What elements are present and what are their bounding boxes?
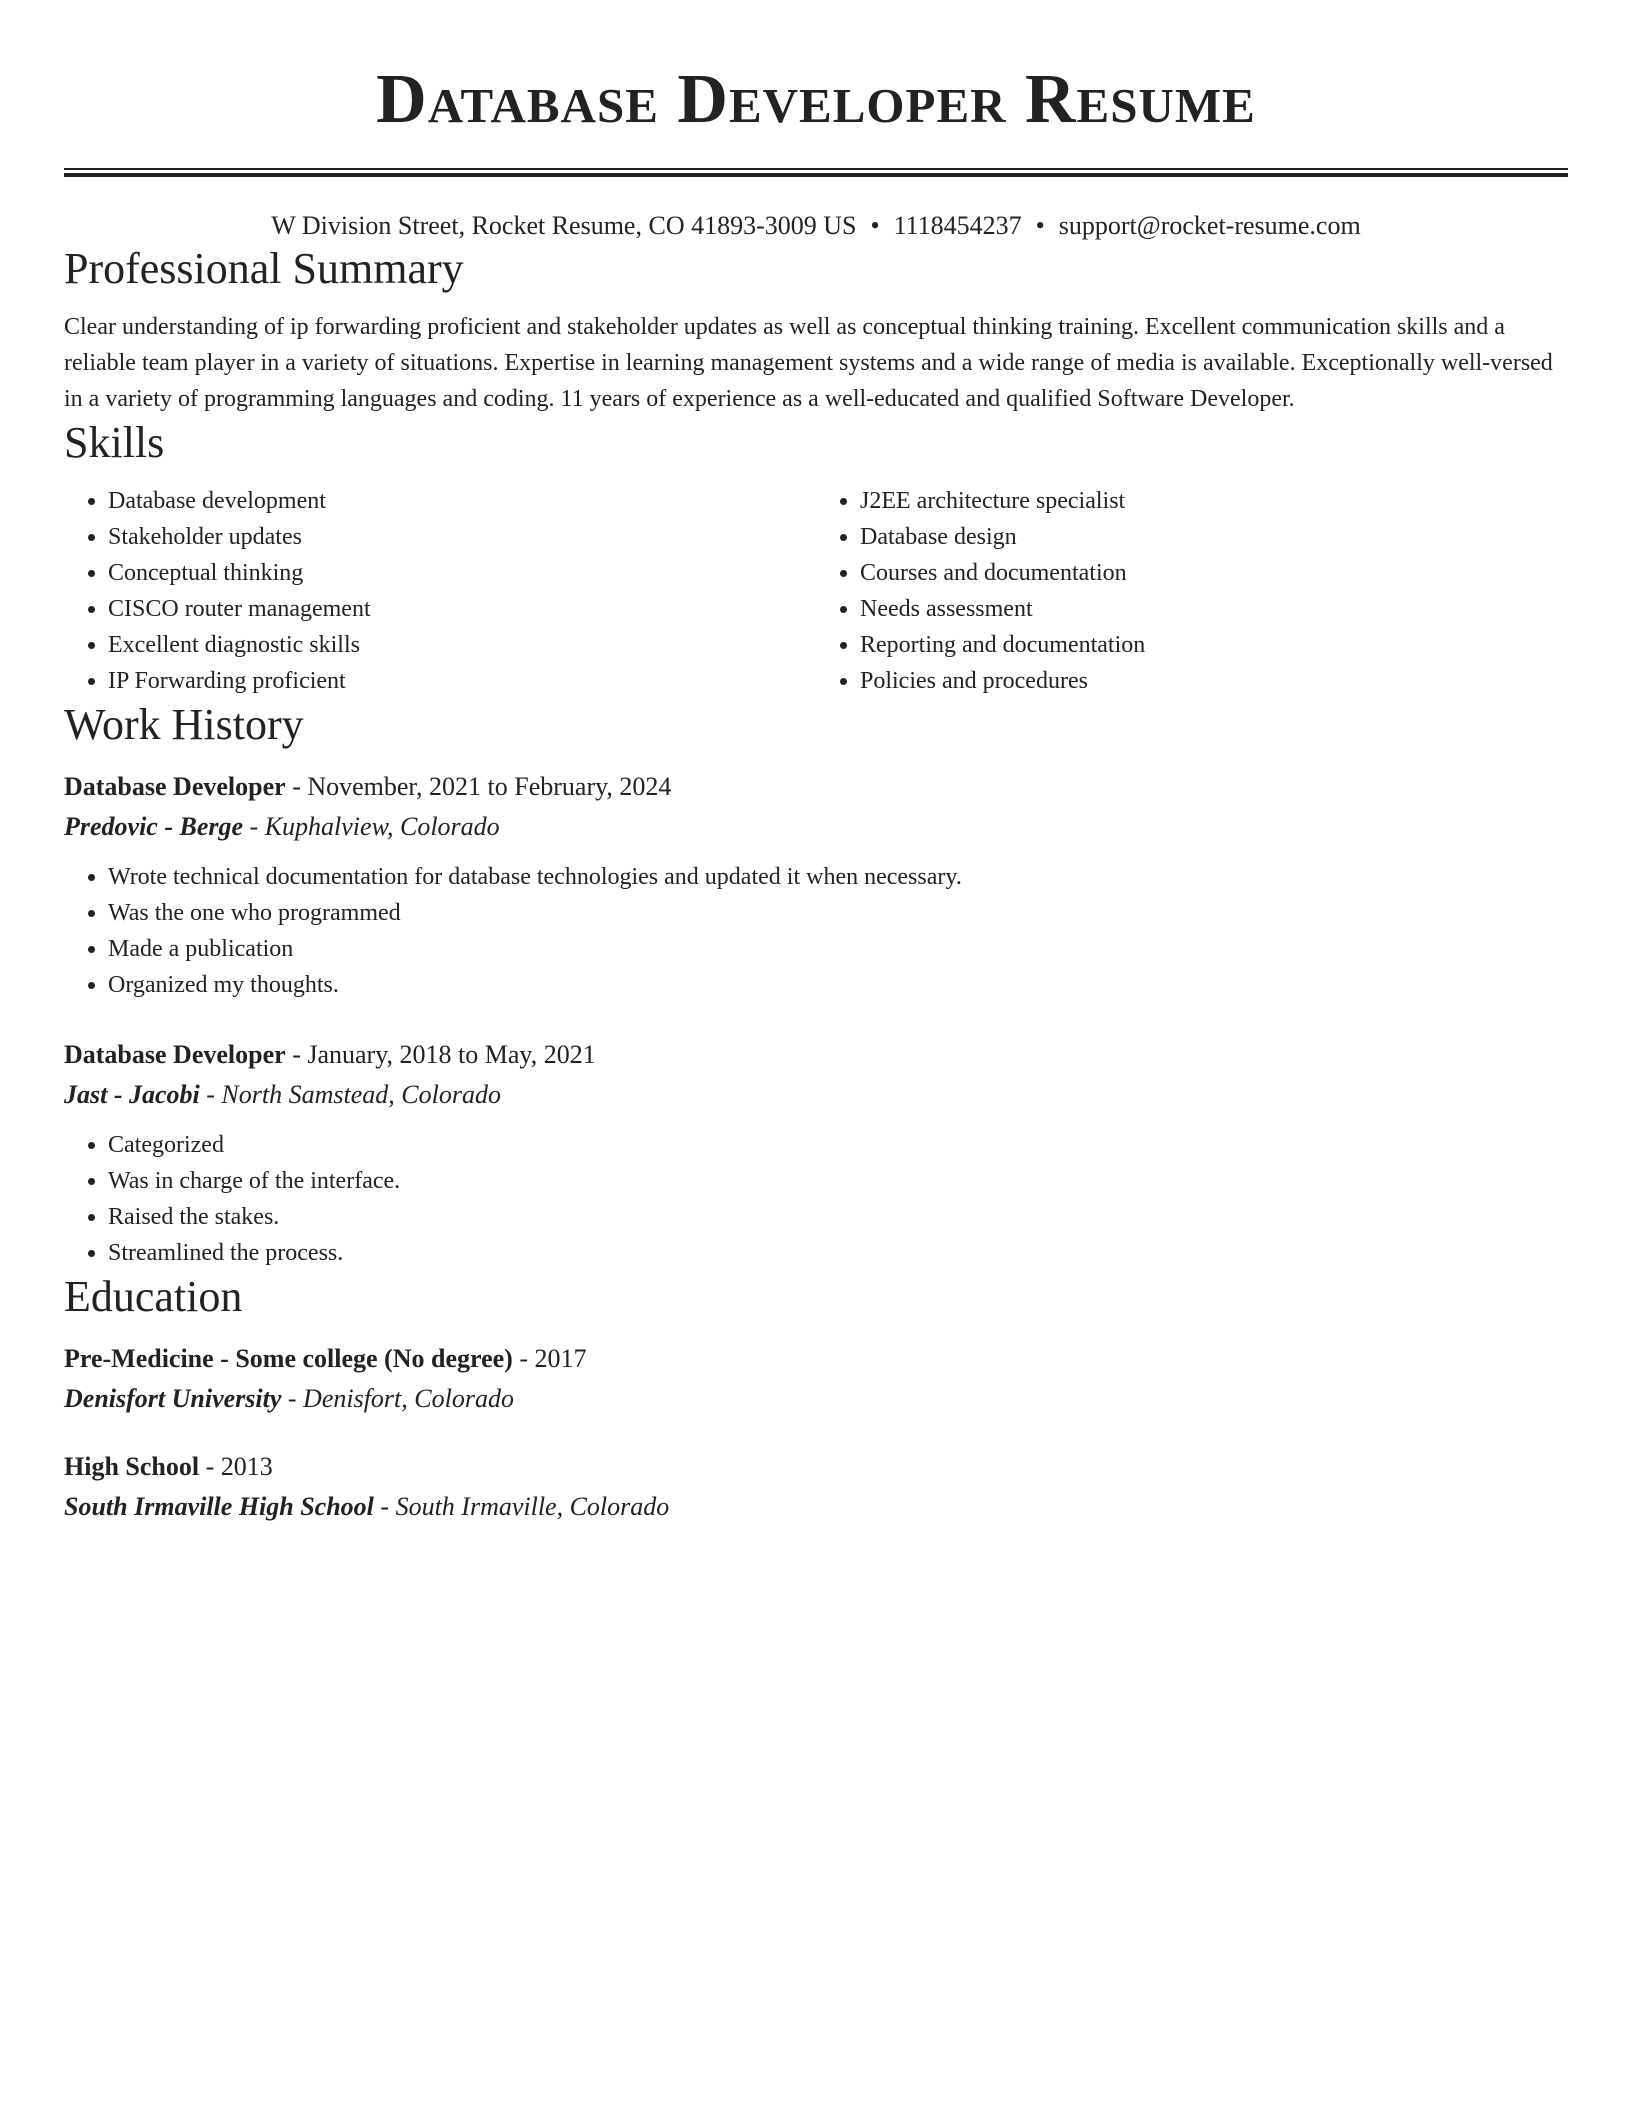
contact-separator: •	[1035, 211, 1045, 240]
contact-line	[64, 209, 1568, 243]
job-duty: • Raised the stakes.	[108, 1199, 1568, 1235]
job-duty: • Was in charge of the interface.	[108, 1163, 1568, 1199]
skill-item: • J2EE architecture specialist	[860, 483, 1568, 519]
contact-separator: •	[870, 211, 880, 240]
job-duty: • Organized my thoughts.	[108, 967, 1568, 1003]
skill-item: • CISCO router management	[108, 591, 816, 627]
education-entry	[64, 1447, 1568, 1527]
skills-heading: Skills	[64, 418, 165, 467]
contact-email: support@rocket-resume.com	[1058, 211, 1361, 240]
skill-item: • Policies and procedures	[860, 663, 1568, 699]
skills-right-column	[816, 483, 1568, 699]
job-title: Database Developer	[64, 1040, 286, 1069]
job-dates: - January, 2018 to May, 2021	[285, 1040, 596, 1069]
education-year: - 2017	[512, 1344, 587, 1373]
education-degree: High School	[64, 1452, 200, 1481]
job-location: - North Samstead, Colorado	[199, 1080, 501, 1109]
skills-left-column	[64, 483, 816, 699]
job-duty: • Streamlined the process.	[108, 1235, 1568, 1271]
job-title: Database Developer	[64, 772, 286, 801]
resume-title: Database Developer Resume	[376, 61, 1256, 138]
work-history-heading: Work History	[64, 700, 304, 749]
contact-phone: 1118454237	[893, 211, 1022, 240]
skill-item: • IP Forwarding proficient	[108, 663, 816, 699]
job-entry	[64, 1035, 1568, 1271]
job-employer	[64, 1075, 1568, 1115]
education-school-line	[64, 1379, 1568, 1419]
education-header	[64, 1339, 1568, 1379]
job-duty: • Categorized	[108, 1127, 1568, 1163]
job-entry	[64, 767, 1568, 1003]
summary-text: Clear understanding of ip forwarding proficient and stakeholder updates as well as conceptual thinking training. Excellent communication skills and a reliable team player in a variety of situations. Expertise in learning management systems and a wide range of media is available. Exceptionally well-versed in a variety of programming languages and coding. 11 years of experience as a well-educated and qualified Software Developer.	[64, 314, 1553, 412]
job-company: Jast - Jacobi	[64, 1080, 200, 1109]
education-heading: Education	[64, 1272, 243, 1321]
job-duty: • Made a publication	[108, 931, 1568, 967]
job-header	[64, 1035, 1568, 1075]
job-company: Predovic - Berge	[64, 812, 244, 841]
skill-item: • Courses and documentation	[860, 555, 1568, 591]
job-duty: • Wrote technical documentation for database technologies and updated it when necessary.	[108, 859, 1568, 895]
education-school: South Irmaville High School	[64, 1492, 374, 1521]
job-duties	[64, 1127, 1568, 1271]
skill-item: • Database development	[108, 483, 816, 519]
education-location: - South Irmaville, Colorado	[373, 1492, 670, 1521]
skill-item: • Excellent diagnostic skills	[108, 627, 816, 663]
title-divider	[64, 168, 1568, 177]
summary-heading: Professional Summary	[64, 244, 464, 293]
education-entry	[64, 1339, 1568, 1419]
skill-item: • Conceptual thinking	[108, 555, 816, 591]
job-dates: - November, 2021 to February, 2024	[285, 772, 672, 801]
skills-grid	[64, 483, 1568, 699]
job-duty: • Was the one who programmed	[108, 895, 1568, 931]
education-school: Denisfort University	[64, 1384, 282, 1413]
skill-item: • Needs assessment	[860, 591, 1568, 627]
skill-item: • Database design	[860, 519, 1568, 555]
skill-item: • Reporting and documentation	[860, 627, 1568, 663]
job-employer	[64, 807, 1568, 847]
job-header	[64, 767, 1568, 807]
job-duties	[64, 859, 1568, 1003]
contact-address: W Division Street, Rocket Resume, CO 41893-3009 US	[271, 211, 857, 240]
education-degree: Pre-Medicine - Some college (No degree)	[64, 1344, 513, 1373]
skill-item: • Stakeholder updates	[108, 519, 816, 555]
education-year: - 2013	[199, 1452, 273, 1481]
education-header	[64, 1447, 1568, 1487]
education-school-line	[64, 1487, 1568, 1527]
job-location: - Kuphalview, Colorado	[243, 812, 500, 841]
education-location: - Denisfort, Colorado	[281, 1384, 514, 1413]
